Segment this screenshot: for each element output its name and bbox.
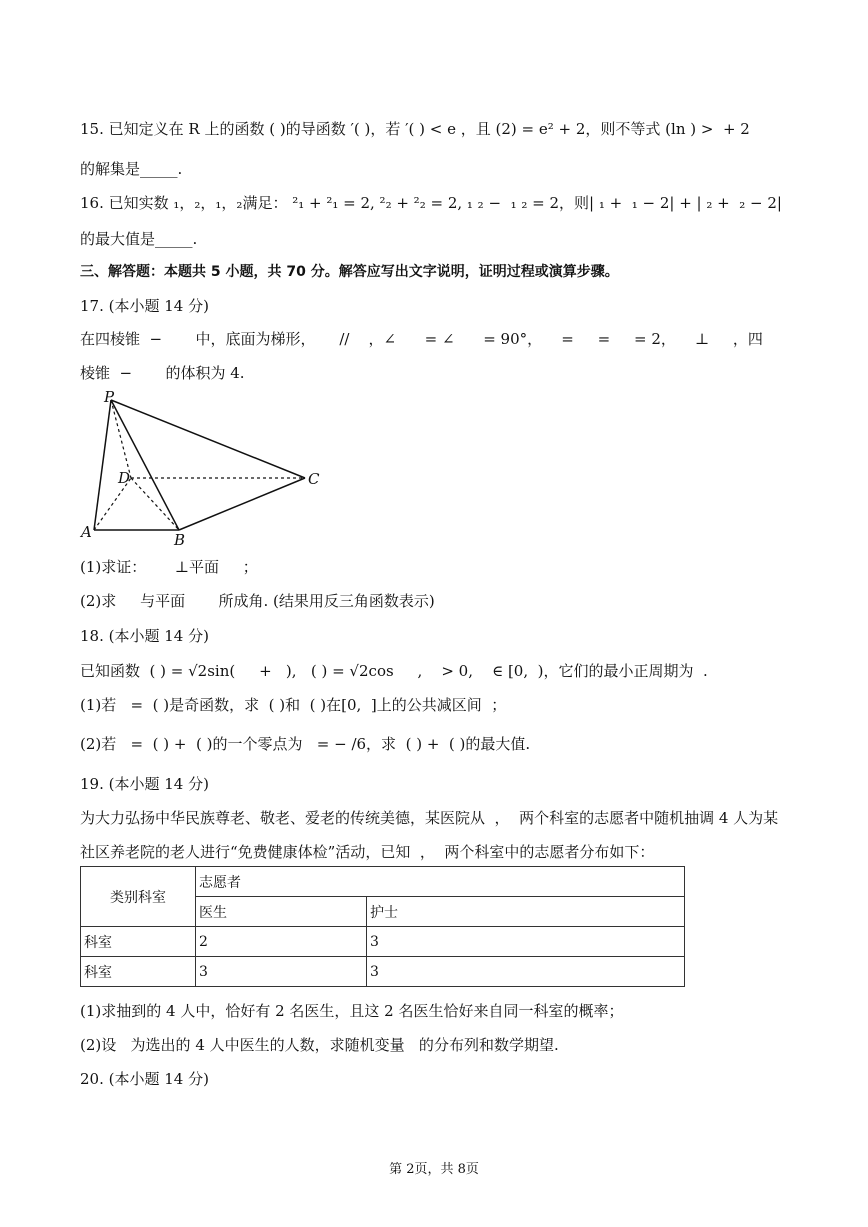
edge-pd [111, 400, 131, 478]
q15-line1: 15. 已知定义在 R 上的函数 ( )的导函数 ′( )，若 ′( ) < e ，且 (2) = e² + 2，则不等式 (ln ) > + 2 [80, 120, 750, 138]
edge-bc [179, 478, 305, 530]
volunteer-table [80, 866, 685, 987]
table-col-nurse: 护士 [367, 897, 685, 927]
q19-header: 19. (本小题 14 分) [80, 775, 209, 793]
q16-line1: 16. 已知实数 ₁，₂，₁，₂满足： ²₁ + ²₁ = 2, ²₂ + ²₂ = 2, ₁ ₂ − ₁ ₂ = 2，则| ₁ + ₁ − 2| + | ₂ + ₂ − 2| [80, 194, 782, 212]
q18-part2: (2)若 = ( ) + ( )的一个零点为 = − /6，求 ( ) + ( )的最大值. [80, 735, 531, 753]
q20-header: 20. (本小题 14 分) [80, 1070, 209, 1088]
q17-part2: (2)求 与平面 所成角. (结果用反三角函数表示) [80, 592, 435, 610]
q17-line1: 在四棱锥 − 中，底面为梯形， // ，∠ = ∠ = 90°， = = = 2， ⊥ ，四 [80, 330, 763, 348]
label-c: C [308, 470, 320, 488]
table-col-doctor: 医生 [196, 897, 367, 927]
pyramid-figure [78, 390, 328, 550]
q19-line1: 为大力弘扬中华民族尊老、敬老、爱老的传统美德，某医院从 ， 两个科室的志愿者中随机抽调 4 人为某 [80, 809, 779, 827]
q17-part1: (1)求证： ⊥平面 ； [80, 558, 258, 576]
table-cell: 3 [367, 927, 685, 957]
section3-heading: 三、解答题：本题共 5 小题，共 70 分。解答应写出文字说明，证明过程或演算步骤。 [80, 264, 619, 280]
page-footer: 第 2页，共 8页 [389, 1162, 479, 1177]
q18-line1: 已知函数 ( ) = √2sin( + ), ( ) = √2cos , > 0, ∈ [0, )，它们的最小正周期为 . [80, 662, 708, 680]
table-cell: 科室 [81, 927, 196, 957]
q18-header: 18. (本小题 14 分) [80, 627, 209, 645]
edge-db [131, 478, 179, 530]
q17-line2: 棱锥 − 的体积为 4. [80, 364, 245, 382]
q19-part2: (2)设 为选出的 4 人中医生的人数，求随机变量 的分布列和数学期望. [80, 1036, 559, 1054]
table-row [81, 927, 685, 957]
table-row [81, 867, 685, 897]
label-p: P [104, 390, 115, 406]
q18-part1: (1)若 = ( )是奇函数，求 ( )和 ( )在[0, ]上的公共减区间 ； [80, 696, 507, 714]
table-cell: 科室 [81, 957, 196, 987]
label-d: D [118, 469, 131, 487]
q15-line2: 的解集是_____. [80, 160, 183, 178]
edge-pb [111, 400, 179, 530]
q17-header: 17. (本小题 14 分) [80, 297, 209, 315]
label-a: A [81, 523, 92, 541]
edge-pc [111, 400, 305, 478]
label-b: B [174, 531, 186, 549]
table-cell: 2 [196, 927, 367, 957]
table-cell: 3 [367, 957, 685, 987]
q16-line2: 的最大值是_____. [80, 230, 198, 248]
q19-part1: (1)求抽到的 4 人中，恰好有 2 名医生，且这 2 名医生恰好来自同一科室的概率； [80, 1002, 624, 1020]
table-row [81, 957, 685, 987]
table-group-header: 志愿者 [196, 867, 685, 897]
table-cell: 3 [196, 957, 367, 987]
q19-line2: 社区养老院的老人进行“免费健康体检”活动，已知 ， 两个科室中的志愿者分布如下： [80, 843, 655, 861]
table-corner: 类别科室 [81, 867, 196, 927]
